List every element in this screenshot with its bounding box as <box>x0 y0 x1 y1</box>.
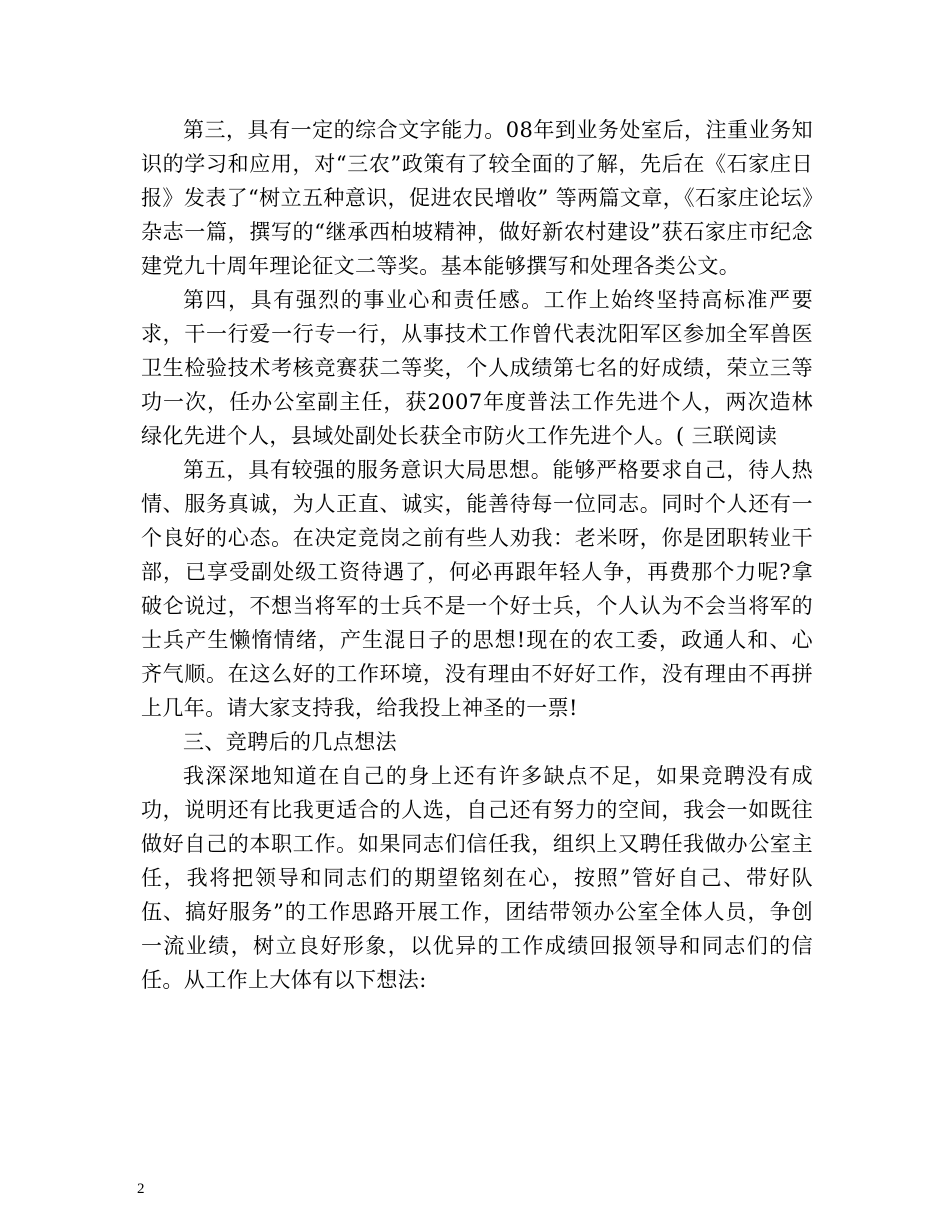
page-number: 2 <box>137 1181 145 1197</box>
paragraph-third-point: 第三，具有一定的综合文字能力。08年到业务处室后，注重业务知识的学习和应用，对“三农”政策有了较全面的了解，先后在《石家庄日报》发表了“树立五种意识，促进农民增收” 等两篇文章，《石家庄论坛》杂志一篇，撰写的“继承西柏坡精神，做好新农村建设”获石家庄市纪念建党九十周年理论征文二等奖。基本能够撰写和处理各类公文。 <box>141 118 813 278</box>
document-body <box>141 113 813 997</box>
section-heading: 三、竞聘后的几点想法 <box>183 730 397 754</box>
paragraph-fifth-point: 第五，具有较强的服务意识大局思想。能够严格要求自己，待人热情、服务真诚，为人正直、诚实，能善待每一位同志。同时个人还有一个良好的心态。在决定竞岗之前有些人劝我：老米呀，你是团职转业干部，已享受副处级工资待遇了，何必再跟年轻人争，再费那个力呢?拿破仑说过，不想当将军的士兵不是一个好士兵，个人认为不会当将军的士兵产生懒惰情绪，产生混日子的思想!现在的农工委，政通人和、心齐气顺。在这么好的工作环境，没有理由不好好工作，没有理由不再拼上几年。请大家支持我，给我投上神圣的一票! <box>141 458 813 720</box>
paragraph-closing: 我深深地知道在自己的身上还有许多缺点不足，如果竞聘没有成功，说明还有比我更适合的人选，自己还有努力的空间，我会一如既往做好自己的本职工作。如果同志们信任我，组织上又聘任我做办公室主任，我将把领导和同志们的期望铭刻在心，按照”管好自己、带好队伍、搞好服务”的工作思路开展工作，团结带领办公室全体人员，争创一流业绩，树立良好形象，以优异的工作成绩回报领导和同志们的信任。从工作上大体有以下想法: <box>141 764 813 992</box>
paragraph-fourth-point: 第四，具有强烈的事业心和责任感。工作上始终坚持高标准严要求，干一行爱一行专一行，从事技术工作曾代表沈阳军区参加全军兽医卫生检验技术考核竞赛获二等奖，个人成绩第七名的好成绩，荣立三等功一次，任办公室副主任，获2007年度普法工作先进个人，两次造林绿化先进个人，县域处副处长获全市防火工作先进个人。( 三联阅读 <box>141 288 813 448</box>
